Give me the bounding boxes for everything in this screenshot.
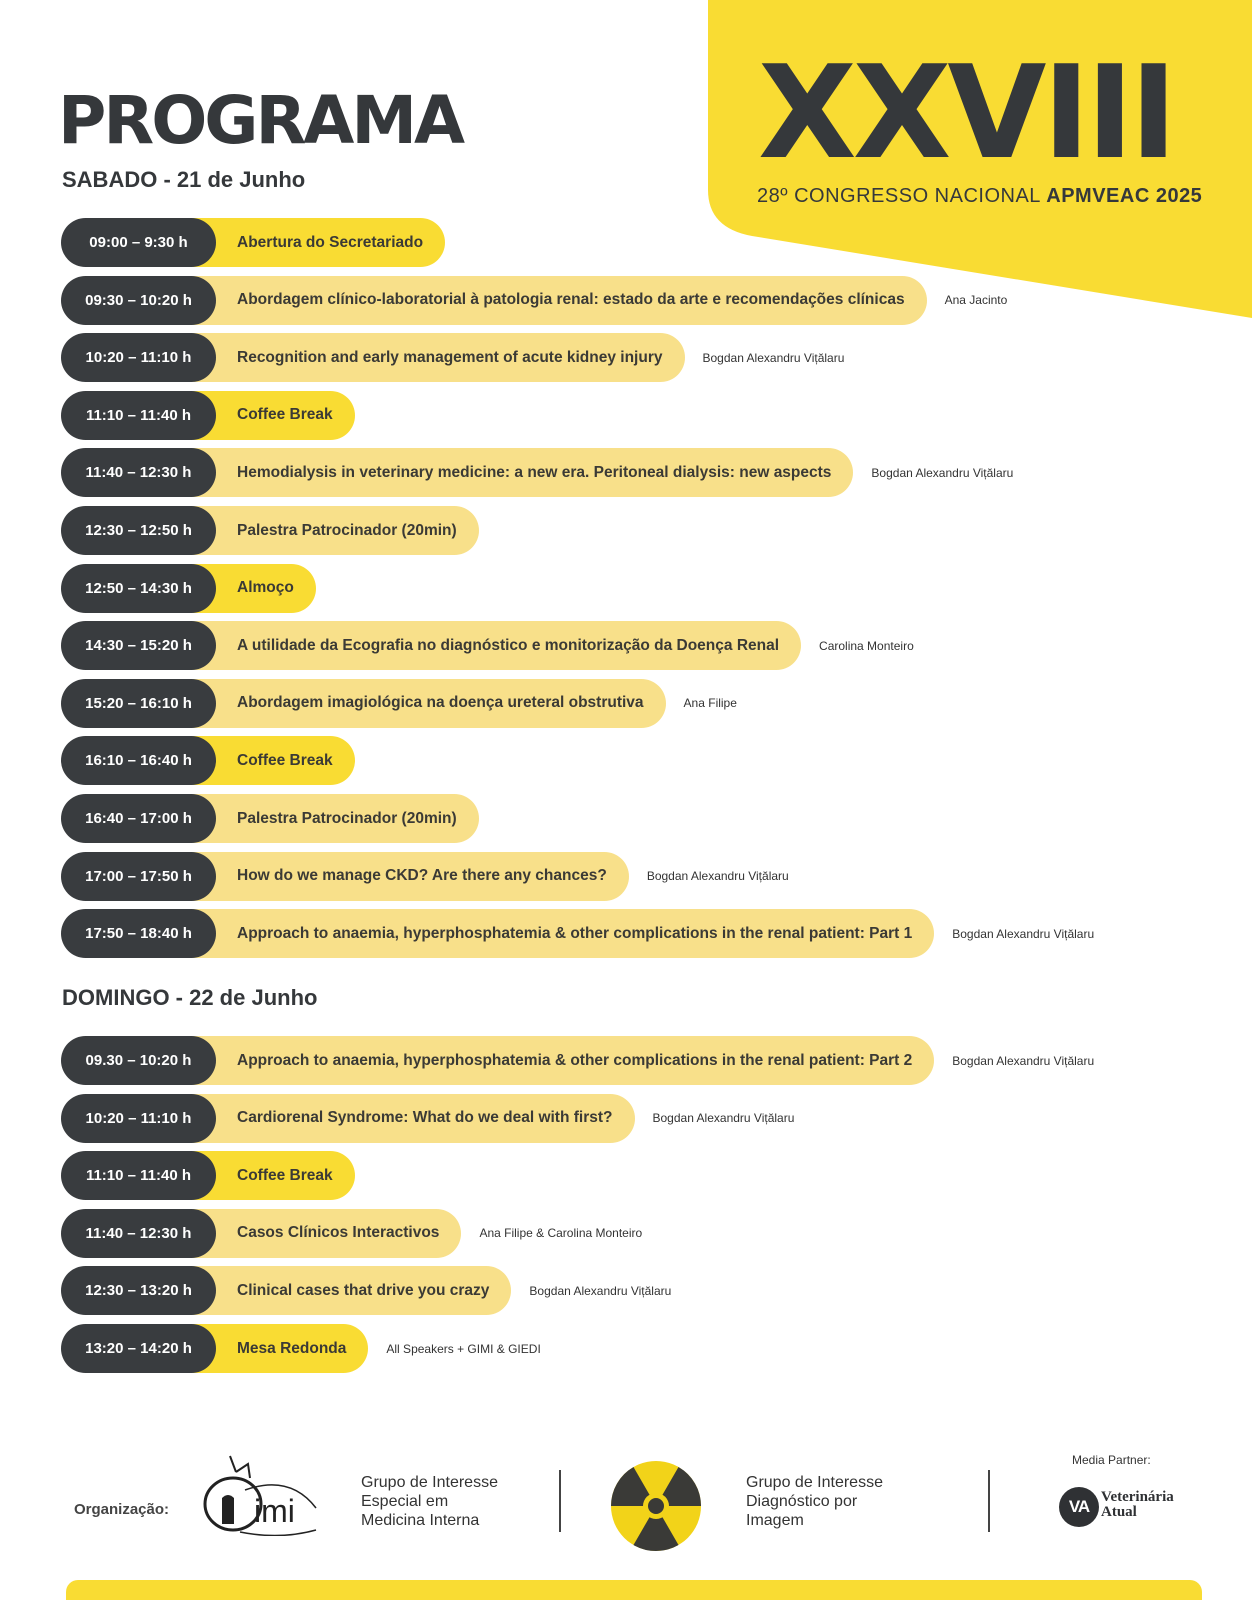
schedule-row — [61, 506, 479, 555]
organization-label: Organização: — [74, 1501, 170, 1518]
day-title-saturday: SABADO - 21 de Junho — [62, 167, 306, 192]
session-time: 12:50 – 14:30 h — [61, 564, 216, 613]
schedule-row — [61, 1266, 671, 1315]
schedule-row — [61, 448, 1013, 497]
session-topic: Palestra Patrocinador (20min) — [191, 506, 479, 555]
session-time: 13:20 – 14:20 h — [61, 1324, 216, 1373]
session-time: 09:00 – 9:30 h — [61, 218, 216, 267]
session-time: 11:40 – 12:30 h — [61, 1209, 216, 1258]
session-speaker: Bogdan Alexandru Vițălaru — [529, 1283, 672, 1298]
edition-numeral: XXVIII — [758, 39, 1174, 188]
session-speaker: Carolina Monteiro — [819, 638, 914, 653]
congress-name — [757, 185, 1202, 208]
session-time: 10:20 – 11:10 h — [61, 333, 216, 382]
session-speaker: Ana Filipe & Carolina Monteiro — [479, 1226, 643, 1241]
session-speaker: Bogdan Alexandru Vițălaru — [871, 465, 1014, 480]
program-title: PROGRAMA — [58, 82, 463, 159]
session-time: 16:10 – 16:40 h — [61, 736, 216, 785]
session-speaker: Ana Filipe — [683, 696, 737, 711]
session-topic: Casos Clínicos Interactivos — [191, 1209, 461, 1258]
gimi-logo-text: imi — [254, 1493, 295, 1529]
giedi-logo — [610, 1460, 702, 1552]
va-logo: VA — [1059, 1487, 1099, 1527]
schedule-row — [61, 621, 914, 670]
congress-name-light: 28º CONGRESSO NACIONAL — [757, 185, 1041, 207]
session-topic: Approach to anaemia, hyperphosphatemia & other complications in the renal patient: Part 2 — [191, 1036, 934, 1085]
schedule-row — [61, 276, 1007, 325]
media-partner-name-line: Veterinária — [1101, 1489, 1174, 1505]
gimi-logo — [200, 1448, 322, 1536]
session-speaker: Bogdan Alexandru Vițălaru — [652, 1111, 795, 1126]
session-time: 11:40 – 12:30 h — [61, 448, 216, 497]
gimi-description-line: Medicina Interna — [361, 1512, 480, 1529]
session-topic: Hemodialysis in veterinary medicine: a new era. Peritoneal dialysis: new aspects — [191, 448, 853, 497]
day-title-sunday: DOMINGO - 22 de Junho — [62, 985, 318, 1010]
session-speaker: Bogdan Alexandru Vițălaru — [952, 1053, 1095, 1068]
schedule-row — [61, 909, 1094, 958]
gimi-description-line: Especial em — [361, 1493, 449, 1510]
schedule-row — [61, 1094, 794, 1143]
giedi-description-line: Diagnóstico por — [746, 1493, 858, 1510]
session-time: 11:10 – 11:40 h — [61, 1151, 216, 1200]
session-time: 16:40 – 17:00 h — [61, 794, 216, 843]
schedule-row — [61, 1036, 1094, 1085]
session-topic: How do we manage CKD? Are there any chances? — [191, 852, 629, 901]
schedule-row — [61, 1151, 355, 1200]
session-topic: Abertura do Secretariado — [191, 218, 445, 267]
session-topic: Cardiorenal Syndrome: What do we deal with first? — [191, 1094, 635, 1143]
session-topic: Recognition and early management of acute kidney injury — [191, 333, 685, 382]
schedule-row — [61, 852, 789, 901]
session-topic: Abordagem imagiológica na doença ureteral obstrutiva — [191, 679, 666, 728]
media-partner-label: Media Partner: — [1072, 1453, 1151, 1467]
session-topic: Coffee Break — [191, 1151, 355, 1200]
session-speaker: Ana Jacinto — [944, 293, 1008, 308]
session-topic: Mesa Redonda — [191, 1324, 368, 1373]
session-topic: Approach to anaemia, hyperphosphatemia & other complications in the renal patient: Part 1 — [191, 909, 934, 958]
schedule-row — [61, 564, 316, 613]
schedule-row — [61, 333, 844, 382]
session-time: 11:10 – 11:40 h — [61, 391, 216, 440]
giedi-description-line: Imagem — [746, 1512, 804, 1529]
session-speaker: All Speakers + GIMI & GIEDI — [386, 1341, 541, 1356]
schedule-row — [61, 679, 737, 728]
session-topic: A utilidade da Ecografia no diagnóstico e monitorização da Doença Renal — [191, 621, 801, 670]
session-time: 09:30 – 10:20 h — [61, 276, 216, 325]
session-speaker: Bogdan Alexandru Vițălaru — [702, 350, 845, 365]
gimi-description — [361, 1473, 498, 1530]
media-partner-name-line: Atual — [1101, 1504, 1137, 1520]
giedi-description-line: Grupo de Interesse — [746, 1474, 883, 1491]
media-partner-name — [1101, 1490, 1174, 1520]
schedule-row — [61, 218, 445, 267]
schedule-row — [61, 1324, 541, 1373]
schedule-row — [61, 1209, 642, 1258]
footer-divider — [988, 1470, 990, 1532]
session-time: 14:30 – 15:20 h — [61, 621, 216, 670]
footer-divider — [559, 1470, 561, 1532]
session-time: 12:30 – 12:50 h — [61, 506, 216, 555]
session-topic: Coffee Break — [191, 736, 355, 785]
session-topic: Coffee Break — [191, 391, 355, 440]
session-speaker: Bogdan Alexandru Vițălaru — [952, 926, 1095, 941]
congress-name-bold: APMVEAC 2025 — [1046, 185, 1203, 207]
session-time: 10:20 – 11:10 h — [61, 1094, 216, 1143]
session-speaker: Bogdan Alexandru Vițălaru — [646, 869, 789, 884]
session-time: 15:20 – 16:10 h — [61, 679, 216, 728]
schedule-row — [61, 391, 355, 440]
session-time: 17:00 – 17:50 h — [61, 852, 216, 901]
session-time: 17:50 – 18:40 h — [61, 909, 216, 958]
session-topic: Almoço — [191, 564, 316, 613]
giedi-description — [746, 1473, 883, 1530]
schedule-row — [61, 794, 479, 843]
session-time: 12:30 – 13:20 h — [61, 1266, 216, 1315]
schedule-row — [61, 736, 355, 785]
gimi-description-line: Grupo de Interesse — [361, 1474, 498, 1491]
session-topic: Palestra Patrocinador (20min) — [191, 794, 479, 843]
session-time: 09.30 – 10:20 h — [61, 1036, 216, 1085]
session-topic: Clinical cases that drive you crazy — [191, 1266, 511, 1315]
bottom-yellow-bar — [66, 1580, 1202, 1600]
session-topic: Abordagem clínico-laboratorial à patologia renal: estado da arte e recomendações clínicas — [191, 276, 927, 325]
